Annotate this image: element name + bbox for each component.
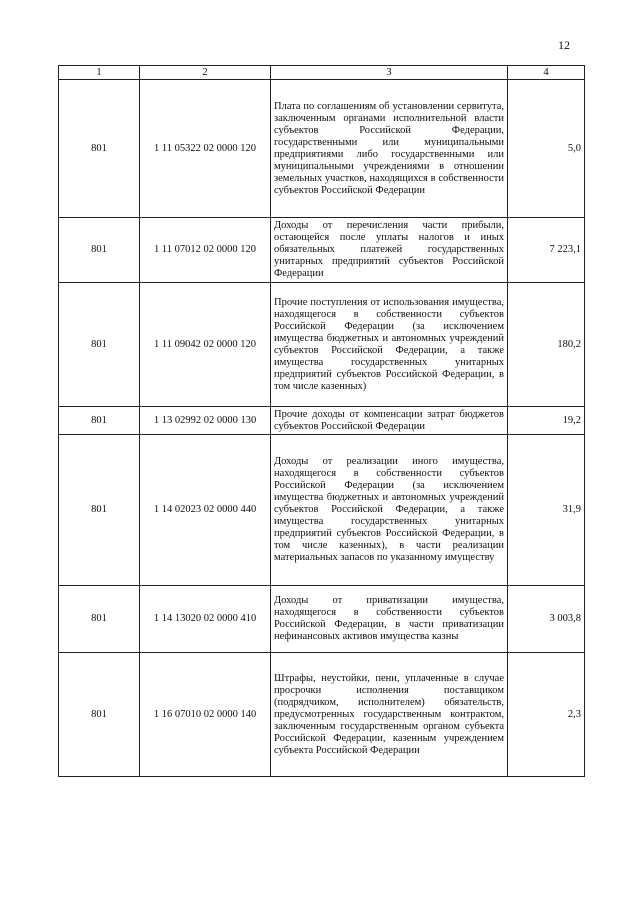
revenue-code-cell: 1 11 05322 02 0000 120 bbox=[140, 80, 271, 218]
table-row bbox=[59, 435, 585, 586]
column-header-3: 3 bbox=[271, 66, 508, 80]
amount-cell: 7 223,1 bbox=[508, 218, 585, 283]
column-header-2: 2 bbox=[140, 66, 271, 80]
column-header-1: 1 bbox=[59, 66, 140, 80]
amount-cell: 5,0 bbox=[508, 80, 585, 218]
table-header-row bbox=[59, 66, 585, 80]
revenue-description-cell: Прочие поступления от использования имущества, находящегося в собственности субъектов Российской Федерации (за исключением имущества бюджетных и автономных учреждений субъектов Российской Федерации, а также имущества государственных унитарных предприятий субъектов Российской Федерации, в том числе казенных) bbox=[271, 283, 508, 407]
revenue-description-cell: Прочие доходы от компенсации затрат бюджетов субъектов Российской Федерации bbox=[271, 407, 508, 435]
admin-code-cell: 801 bbox=[59, 80, 140, 218]
revenue-description-cell: Доходы от перечисления части прибыли, остающейся после уплаты налогов и иных обязательных платежей государственных унитарных предприятий субъектов Российской Федерации bbox=[271, 218, 508, 283]
revenue-code-cell: 1 16 07010 02 0000 140 bbox=[140, 653, 271, 777]
table-row bbox=[59, 407, 585, 435]
revenue-code-cell: 1 11 09042 02 0000 120 bbox=[140, 283, 271, 407]
revenue-description-cell: Доходы от приватизации имущества, находящегося в собственности субъектов Российской Федерации, в части приватизации нефинансовых активов имущества казны bbox=[271, 586, 508, 653]
revenue-code-cell: 1 11 07012 02 0000 120 bbox=[140, 218, 271, 283]
table-row bbox=[59, 586, 585, 653]
admin-code-cell: 801 bbox=[59, 435, 140, 586]
amount-cell: 2,3 bbox=[508, 653, 585, 777]
revenue-code-cell: 1 14 02023 02 0000 440 bbox=[140, 435, 271, 586]
amount-cell: 3 003,8 bbox=[508, 586, 585, 653]
amount-cell: 19,2 bbox=[508, 407, 585, 435]
page-number: 12 bbox=[558, 38, 570, 52]
table-row bbox=[59, 283, 585, 407]
admin-code-cell: 801 bbox=[59, 218, 140, 283]
admin-code-cell: 801 bbox=[59, 653, 140, 777]
revenue-description-cell: Штрафы, неустойки, пени, уплаченные в случае просрочки исполнения поставщиком (подрядчиком, исполнителем) обязательств, предусмотренных государственным контрактом, заключенным государственным органом субъекта Российской Федерации, казенным учреждением субъекта Российской Федерации bbox=[271, 653, 508, 777]
admin-code-cell: 801 bbox=[59, 586, 140, 653]
revenue-description-cell: Доходы от реализации иного имущества, находящегося в собственности субъектов Российской Федерации (за исключением имущества бюджетных и автономных учреждений субъектов Российской Федерации, а также имущества государственных унитарных предприятий субъектов Российской Федерации, в том числе казенных), в части реализации материальных запасов по указанному имуществу bbox=[271, 435, 508, 586]
revenue-description-cell: Плата по соглашениям об установлении сервитута, заключенным органами исполнительной власти субъектов Российской Федерации, государственными или муниципальными предприятиями либо государственными или муниципальными учреждениями в отношении земельных участков, находящихся в собственности субъектов Российской Федерации bbox=[271, 80, 508, 218]
admin-code-cell: 801 bbox=[59, 283, 140, 407]
column-header-4: 4 bbox=[508, 66, 585, 80]
revenue-code-cell: 1 13 02992 02 0000 130 bbox=[140, 407, 271, 435]
table-row bbox=[59, 653, 585, 777]
revenue-table bbox=[58, 65, 585, 777]
amount-cell: 31,9 bbox=[508, 435, 585, 586]
revenue-code-cell: 1 14 13020 02 0000 410 bbox=[140, 586, 271, 653]
amount-cell: 180,2 bbox=[508, 283, 585, 407]
table-row bbox=[59, 80, 585, 218]
admin-code-cell: 801 bbox=[59, 407, 140, 435]
table-row bbox=[59, 218, 585, 283]
